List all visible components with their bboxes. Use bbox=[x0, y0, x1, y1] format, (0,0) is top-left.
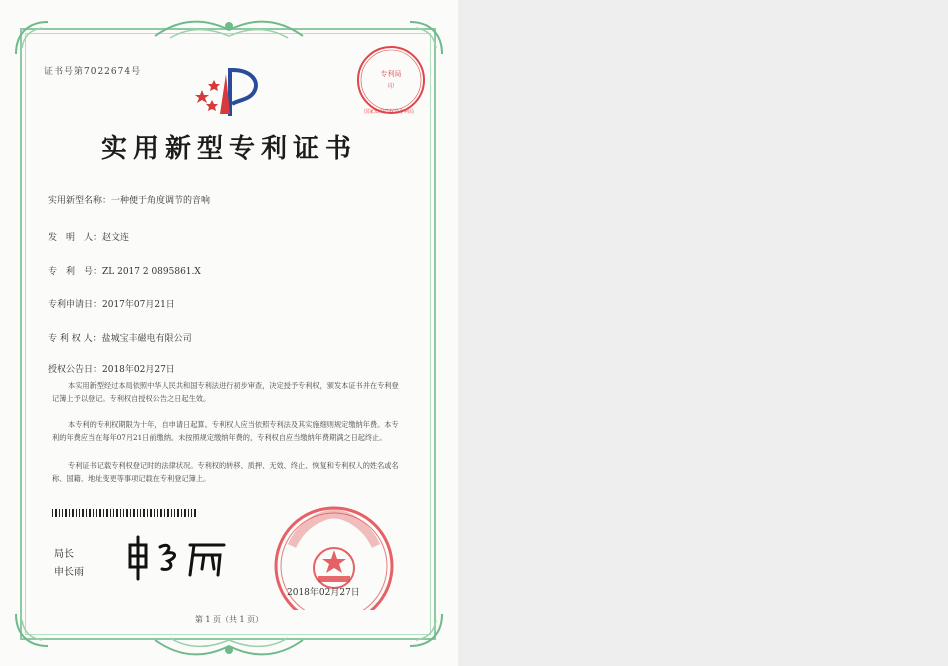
issue-date: 2018年02月27日 bbox=[287, 588, 360, 598]
inventor: 发 明 人：赵文连 bbox=[48, 233, 130, 243]
svg-text:印: 印 bbox=[387, 83, 395, 90]
patent-office-seal bbox=[355, 44, 427, 116]
certificate-number: 证书号第7022674号 bbox=[44, 67, 142, 77]
director-signature bbox=[124, 533, 234, 583]
barcode bbox=[52, 509, 198, 517]
seal-label: 国家知识产权局专利局 bbox=[364, 109, 415, 115]
patentee: 专 利 权 人：盐城宝丰磁电有限公司 bbox=[48, 334, 192, 344]
body-paragraph-2: 本专利的专利权期限为十年，自申请日起算。专利权人应当依照专利法及其实施细则规定缴纳年费。本专利的年费应当在每年07月21日前缴纳。未按照规定缴纳年费的，专利权自应当缴纳年费期满之日起终止。 bbox=[52, 420, 399, 442]
corner-ornament-top-left bbox=[12, 18, 52, 58]
director-title: 局长 bbox=[54, 549, 74, 560]
patent-certificate bbox=[0, 0, 458, 666]
body-paragraph-1: 本实用新型经过本局依照中华人民共和国专利法进行初步审查，决定授予专利权，颁发本证书并在专利登记簿上予以登记。专利权自授权公告之日起生效。 bbox=[52, 381, 399, 403]
grant-date: 授权公告日：2018年02月27日 bbox=[48, 365, 175, 375]
body-paragraph-3: 专利证书记载专利权登记时的法律状况。专利权的转移、质押、无效、终止、恢复和专利权人的姓名或名称、国籍、地址变更等事项记载在专利登记簿上。 bbox=[52, 461, 399, 483]
bottom-ornament bbox=[150, 632, 308, 662]
filing-date: 专利申请日：2017年07月21日 bbox=[48, 300, 175, 310]
top-ornament bbox=[150, 14, 308, 44]
certificate-title: 实用新型专利证书 bbox=[100, 134, 357, 164]
patent-number: 专 利 号：ZL 2017 2 0895861.X bbox=[48, 267, 201, 277]
director-name: 申长雨 bbox=[54, 567, 84, 578]
utility-model-name: 实用新型名称：一种便于角度调节的音响 bbox=[48, 196, 211, 206]
page-number: 第 1 页（共 1 页） bbox=[194, 615, 264, 624]
cnipa-logo bbox=[192, 64, 264, 120]
svg-text:专利局: 专利局 bbox=[380, 70, 402, 78]
background-panel bbox=[458, 0, 948, 666]
